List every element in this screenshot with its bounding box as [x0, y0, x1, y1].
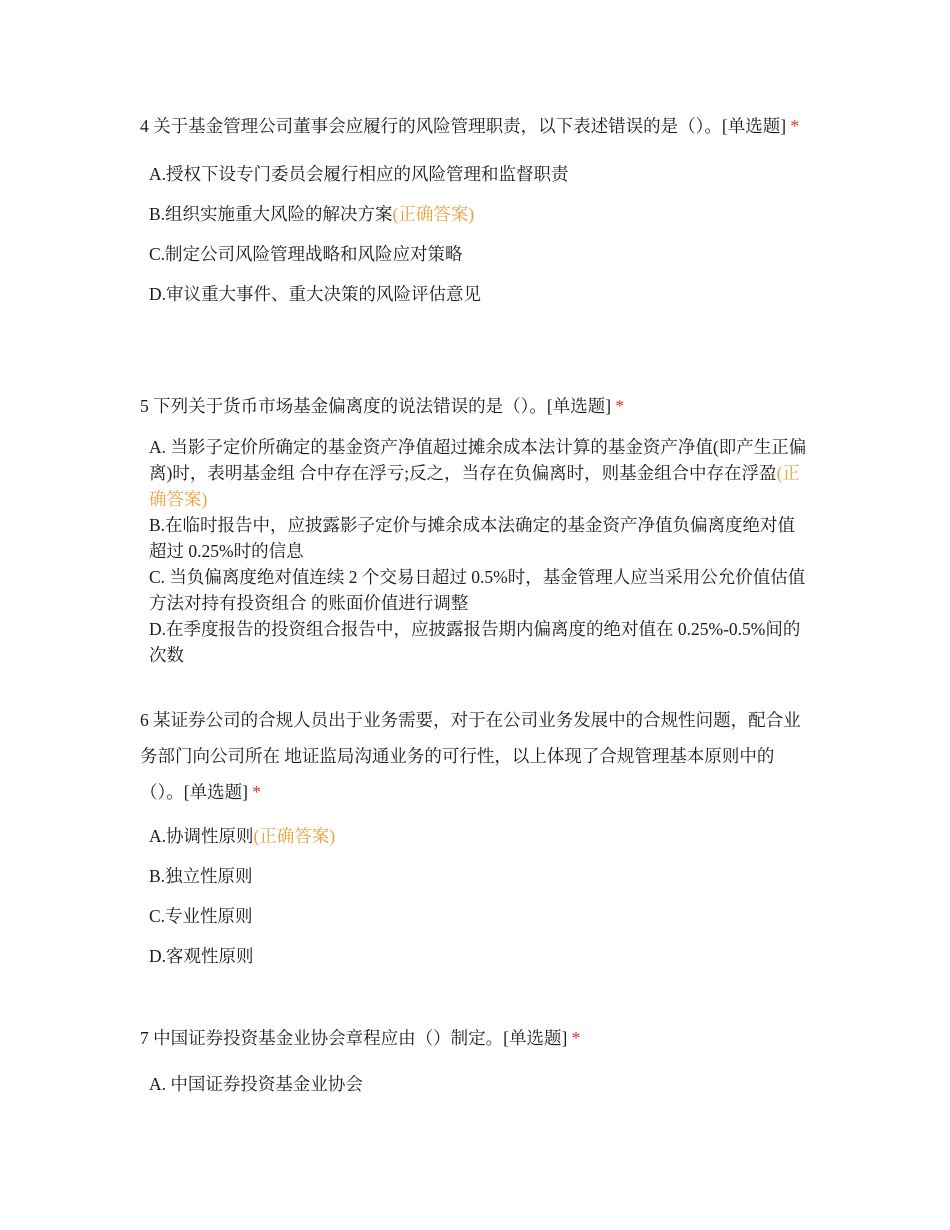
option-list [140, 824, 810, 968]
question-title: 7 中国证券投资基金业协会章程应由（）制定。[单选题] * [140, 1028, 581, 1048]
question-title: 4 关于基金管理公司董事会应履行的风险管理职责，以下表述错误的是（）。[单选题] * [140, 116, 800, 136]
option-b: B.独立性原则 [149, 866, 253, 886]
question-7 [140, 1020, 810, 1112]
question-title: 5 下列关于货币市场基金偏离度的说法错误的是（）。[单选题] * [140, 396, 625, 416]
option-a: A.授权下设专门委员会履行相应的风险管理和监督职责 [149, 164, 569, 184]
option-a: A. 当影子定价所确定的基金资产净值超过摊余成本法计算的基金资产净值(即产生正偏离)时，表明基金组 合中存在浮亏;反之，当存在负偏离时，则基金组合中存在浮盈(正确答案) [149, 437, 807, 509]
option-c: C.制定公司风险管理战略和风险应对策略 [149, 244, 463, 264]
question-4 [140, 108, 810, 322]
required-mark: * [615, 396, 625, 416]
option-b: B.组织实施重大风险的解决方案(正确答案) [149, 204, 475, 224]
option-list [140, 434, 810, 668]
option-a: A.协调性原则(正确答案) [149, 826, 336, 846]
required-mark: * [571, 1028, 581, 1048]
correct-answer-tag: (正确答案) [392, 204, 475, 224]
option-c: C.专业性原则 [149, 906, 253, 926]
option-list [140, 1072, 810, 1096]
required-mark: * [252, 782, 262, 802]
option-d: D.客观性原则 [149, 946, 254, 966]
question-6 [140, 702, 810, 984]
required-mark: * [790, 116, 800, 136]
question-5 [140, 388, 810, 668]
option-a: A. 中国证券投资基金业协会 [149, 1074, 363, 1094]
correct-answer-tag: (正确答案) [253, 826, 336, 846]
option-d: D.审议重大事件、重大决策的风险评估意见 [149, 284, 482, 304]
question-title: 6 某证券公司的合规人员出于业务需要，对于在公司业务发展中的合规性问题，配合业务部门向公司所在 地证监局沟通业务的可行性，以上体现了合规管理基本原则中的（）。[单选题] * [140, 710, 801, 802]
option-d: D.在季度报告的投资组合报告中，应披露报告期内偏离度的绝对值在 0.25%-0.5%间的次数 [149, 619, 801, 665]
option-b: B.在临时报告中，应披露影子定价与摊余成本法确定的基金资产净值负偏离度绝对值超过 0.25%时的信息 [149, 515, 796, 561]
option-c: C. 当负偏离度绝对值连续 2 个交易日超过 0.5%时，基金管理人应当采用公允价值估值方法对持有投资组合 的账面价值进行调整 [149, 567, 806, 613]
correct-answer-tag: (正确答案) [149, 463, 800, 509]
option-list [140, 162, 810, 306]
